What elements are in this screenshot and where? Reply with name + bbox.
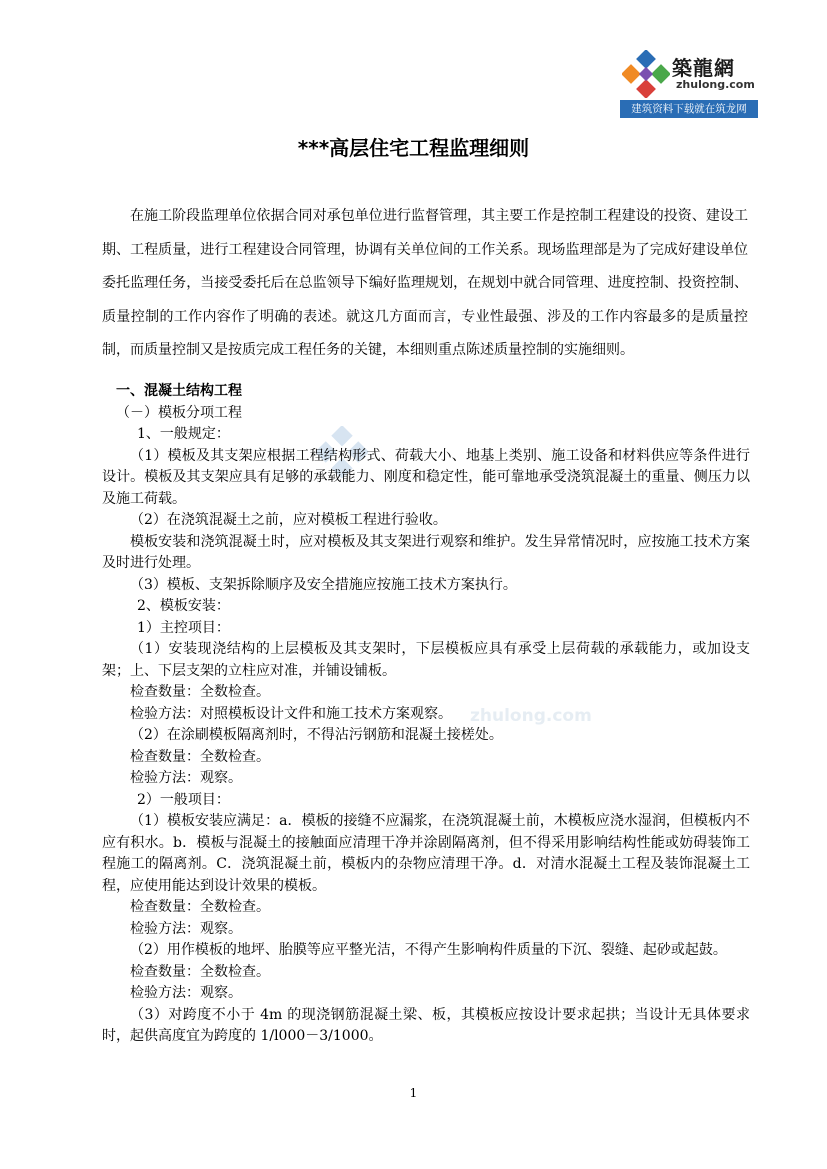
paragraph: 检验方法：对照模板设计文件和施工技术方案观察。 [130, 705, 452, 722]
zhulong-logo[interactable] [620, 48, 758, 120]
paragraph: 检验方法：观察。 [130, 770, 242, 786]
paragraph: （2）在涂刷模板隔离剂时，不得沾污钢筋和混凝土接槎处。 [130, 727, 503, 743]
logo-tagline: 建筑资料下载就在筑龙网 [620, 100, 758, 118]
paragraph: （2）用作模板的地坪、胎膜等应平整光洁，不得产生影响构件质量的下沉、裂缝、起砂或起鼓。 [130, 942, 727, 958]
intro-paragraph: 在施工阶段监理单位依据合同对承包单位进行监督管理，其主要工作是控制工程建设的投资、建设工期、工程质量，进行工程建设合同管理，协调有关单位间的工作关系。现场监理部是为了完成好建设单位委托监理任务，当接受委托后在总监领导下编好监理规划，在规划中就合同管理、进度控制、投资控制、质量控制的工作内容作了明确的表述。就这几方面而言，专业性最强、涉及的工作内容最多的是质量控制，而质量控制又是按质完成工程任务的关键，本细则重点陈述质量控制的实施细则。 [102, 208, 748, 358]
subsection-heading: （－）模板分项工程 [116, 404, 242, 421]
zhulong-logo-icon [622, 50, 670, 98]
watermark-text: zhulong.com [470, 706, 592, 726]
paragraph: （1）模板安装应满足：a．模板的接缝不应漏浆，在浇筑混凝土前，木模板应浇水湿润，但模板内不应有积水。b．模板与混凝土的接触面应清理干净并涂剧隔离剂，但不得采用影响结构性能或妨碍装饰工程施工的隔离剂。C．浇筑混凝土前，模板内的杂物应清理干净。d．对清水混凝土工程及装饰混凝土工程，应使用能达到设计效果的模板。 [102, 813, 750, 894]
paragraph: （3）对跨度不小于 4m 的现浇钢筋混凝土梁、板，其模板应按设计要求起拱；当设计无具体要求时，起供高度宜为跨度的 1/l000－3/1000。 [102, 1006, 750, 1044]
paragraph: 1）主控项目： [137, 619, 230, 636]
page-number: 1 [409, 1086, 418, 1100]
paragraph: （2）在浇筑混凝土之前，应对模板工程进行验收。 [130, 512, 447, 528]
paragraph: 检查数量：全数检查。 [130, 748, 270, 765]
paragraph: （1）模板及其支架应根据工程结构形式、荷载大小、地基上类别、施工设备和材料供应等条件进行设计。模板及其支架应具有足够的承载能力、刚度和稳定性，能可靠地承受浇筑混凝土的重量、侧压力以及施工荷载。 [102, 447, 750, 507]
paragraph: 检验方法：观察。 [130, 920, 242, 937]
paragraph: 检查数量：全数检查。 [130, 684, 270, 700]
paragraph: 模板安装和浇筑混凝土时，应对模板及其支架进行观察和维护。发生异常情况时，应按施工技术方案及时进行处理。 [102, 533, 750, 571]
paragraph: 2）一般项目： [137, 791, 230, 808]
paragraph: 检查数量：全数检查。 [130, 963, 270, 980]
section-heading: 一、混凝土结构工程 [116, 383, 242, 399]
paragraph: 检验方法：观察。 [130, 985, 242, 1001]
logo-name: 築龍網 [672, 56, 735, 80]
document-title: ***高层住宅工程监理细则 [297, 136, 530, 160]
paragraph: （3）模板、支架拆除顺序及安全措施应按施工技术方案执行。 [130, 576, 517, 593]
logo-domain: zhulong.com [676, 78, 755, 91]
paragraph: 1、一般规定： [137, 426, 230, 442]
paragraph: （1）安装现浇结构的上层模板及其支架时，下层模板应具有承受上层荷载的承载能力，或加设支架；上、下层支架的立柱应对准，并铺设铺板。 [102, 641, 750, 679]
document-body [102, 381, 750, 1048]
paragraph: 检查数量：全数检查。 [130, 899, 270, 915]
paragraph: 2、模板安装： [137, 598, 230, 614]
